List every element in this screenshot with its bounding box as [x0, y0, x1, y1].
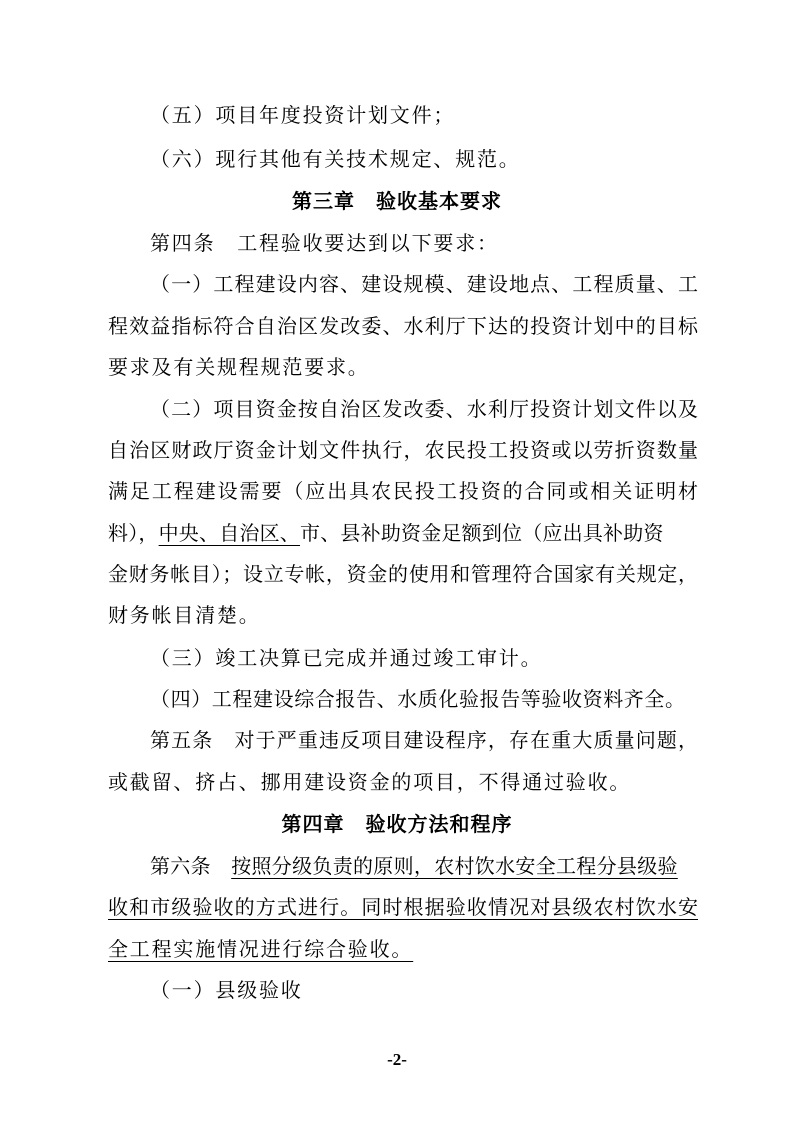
paragraph-line: （一）县级验收	[150, 978, 303, 1002]
paragraph-line: 程效益指标符合自治区发改委、水利厅下达的投资计划中的目标	[108, 314, 698, 338]
paragraph-line: （一）工程建设内容、建设规模、建设地点、工程质量、工	[150, 272, 698, 296]
paragraph-line: （二）项目资金按自治区发改委、水利厅投资计划文件以及	[150, 397, 698, 421]
page-number: -2-	[387, 1050, 407, 1069]
underlined-text: 中央、自治区、	[158, 521, 301, 545]
chapter-heading: 第三章 验收基本要求	[292, 189, 502, 213]
paragraph-line: 要求及有关规程规范要求。	[108, 355, 370, 379]
paragraph-line: 第四条 工程验收要达到以下要求：	[150, 231, 499, 255]
paragraph-line: （五）项目年度投资计划文件；	[150, 103, 456, 127]
underlined-line: 全工程实施情况进行综合验收。	[108, 937, 414, 961]
text-segment: 第六条	[150, 854, 232, 878]
paragraph-line: 金财务帐目）；设立专帐，资金的使用和管理符合国家有关规定，	[108, 562, 698, 586]
paragraph-line: （三）竣工决算已完成并通过竣工审计。	[150, 646, 543, 670]
paragraph-line	[150, 853, 698, 879]
paragraph-line: 第五条 对于严重违反项目建设程序，存在重大质量问题，	[150, 728, 698, 752]
underlined-text: 按照分级负责的原则，农村饮水安全工程分县级验	[231, 854, 678, 878]
paragraph-line: 财务帐目清楚。	[108, 603, 261, 627]
paragraph-line: 自治区财政厅资金计划文件执行，农民投工投资或以劳折资数量	[108, 438, 698, 462]
underlined-line: 收和市级验收的方式进行。同时根据验收情况对县级农村饮水安	[108, 895, 698, 919]
paragraph-line: （六）现行其他有关技术规定、规范。	[150, 147, 521, 171]
paragraph-line: （四）工程建设综合报告、水质化验报告等验收资料齐全。	[150, 687, 686, 711]
paragraph-line: 或截留、挤占、挪用建设资金的项目，不得通过验收。	[108, 770, 632, 794]
text-segment: 市、县补助资金足额到位（应出具补助资	[300, 521, 664, 545]
paragraph-line: 满足工程建设需要（应出具农民投工投资的合同或相关证明材	[108, 479, 698, 503]
paragraph-line	[108, 520, 664, 546]
chapter-heading: 第四章 验收方法和程序	[281, 812, 513, 836]
text-segment: 料），	[108, 521, 159, 545]
